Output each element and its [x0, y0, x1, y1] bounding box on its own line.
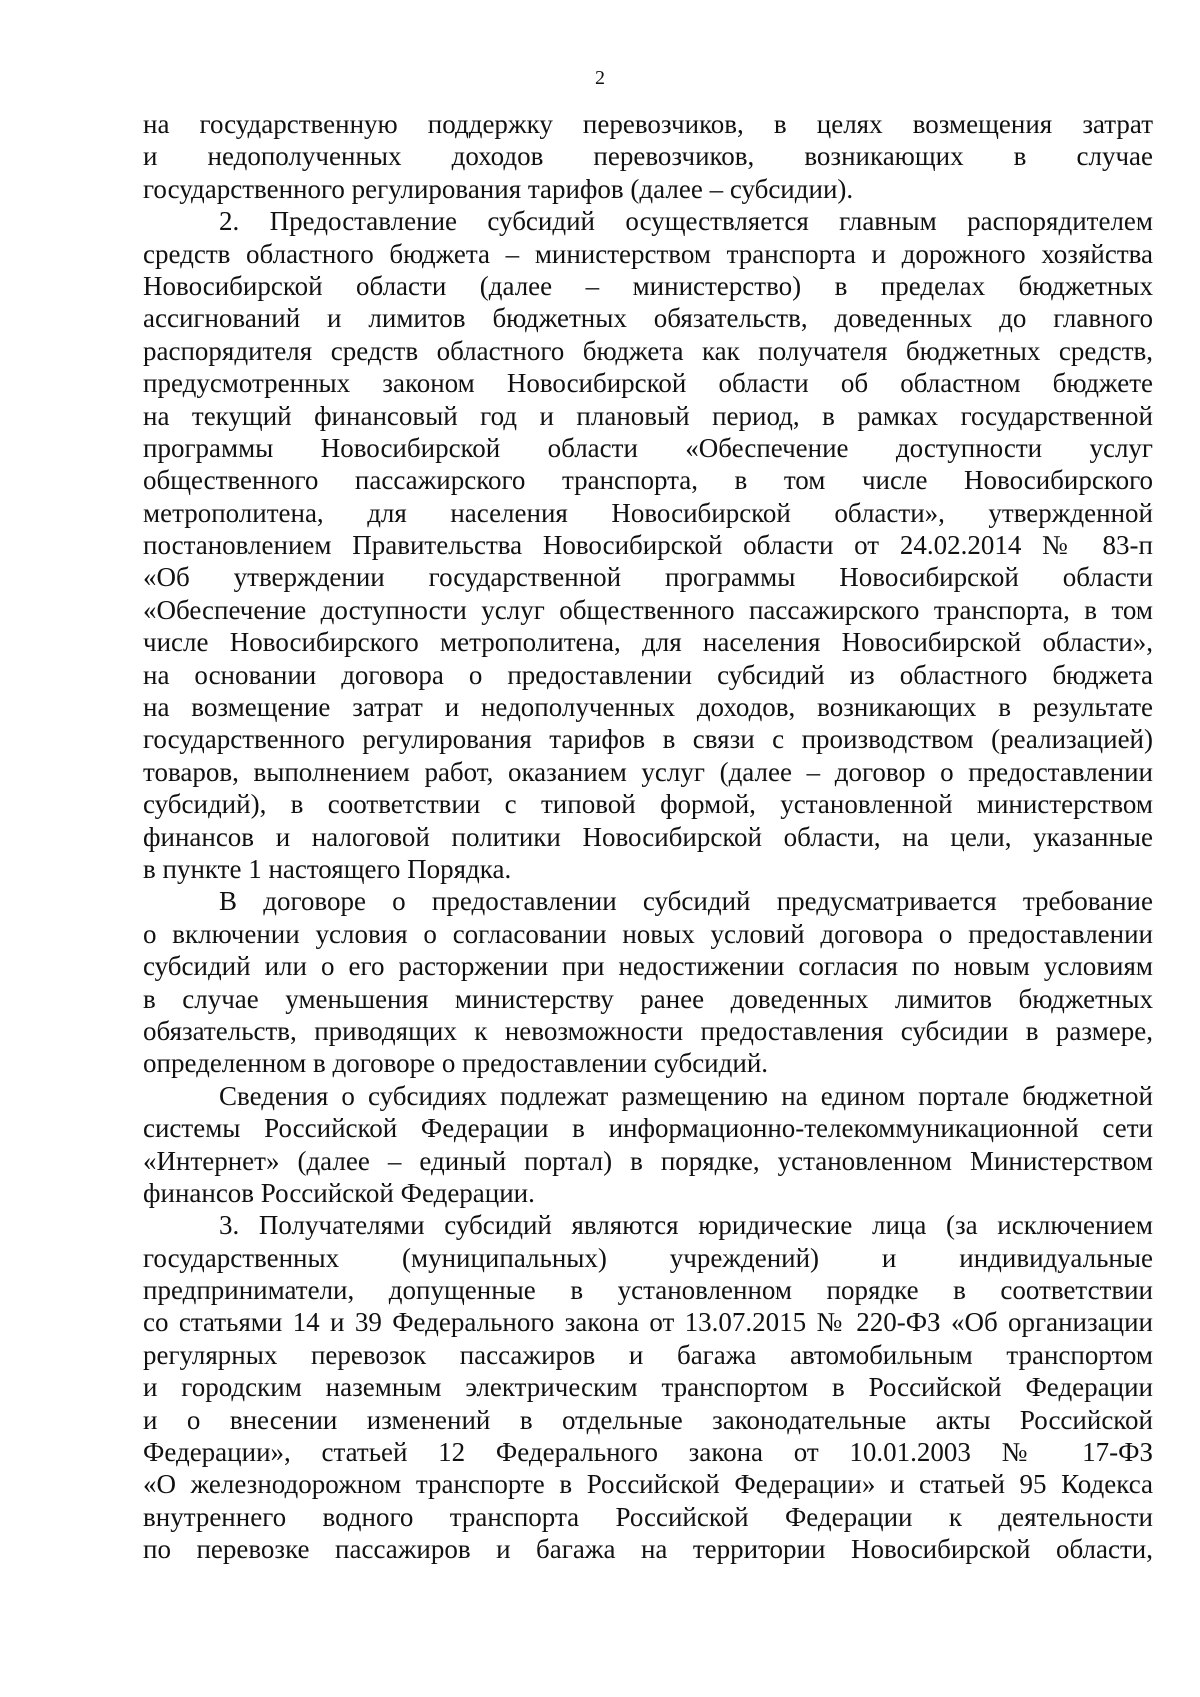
text-line: на государственную поддержку перевозчиков, в целях возмещения затрат: [143, 109, 1153, 139]
text-line: со статьями 14 и 39 Федерального закона от 13.07.2015 № 220-ФЗ «Об организации: [143, 1307, 1153, 1338]
text-line: финансов Российской Федерации.: [143, 1177, 535, 1208]
text-line: «Интернет» (далее – единый портал) в порядке, установленном Министерством: [143, 1145, 1153, 1176]
document-body: [143, 108, 1153, 1566]
text-line: о включении условия о согласовании новых условий договора о предоставлении: [143, 918, 1153, 949]
text-line: «О железнодорожном транспорте в Российской Федерации» и статьей 95 Кодекса: [143, 1469, 1153, 1500]
text-line: государственного регулирования тарифов в связи с производством (реализацией): [143, 724, 1153, 755]
text-line: Федерации», статьей 12 Федерального закона от 10.01.2003 № 17-ФЗ: [143, 1437, 1153, 1468]
text-line: в случае уменьшения министерству ранее доведенных лимитов бюджетных: [143, 983, 1153, 1014]
text-line: 2. Предоставление субсидий осуществляется главным распорядителем: [219, 206, 1153, 237]
text-line: товаров, выполнением работ, оказанием услуг (далее – договор о предоставлении: [143, 756, 1153, 787]
text-line: «Об утверждении государственной программы Новосибирской области: [143, 562, 1153, 593]
text-line: субсидий или о его расторжении при недостижении согласия по новым условиям: [143, 951, 1153, 982]
text-line: государственных (муниципальных) учреждений) и индивидуальные: [143, 1242, 1153, 1273]
text-line: метрополитена, для населения Новосибирской области», утвержденной: [143, 497, 1153, 528]
text-line: и о внесении изменений в отдельные законодательные акты Российской: [143, 1404, 1153, 1435]
text-line: 3. Получателями субсидий являются юридические лица (за исключением: [219, 1210, 1153, 1241]
text-line: и городским наземным электрическим транспортом в Российской Федерации: [143, 1372, 1153, 1403]
text-line: «Обеспечение доступности услуг общественного пассажирского транспорта, в том: [143, 594, 1153, 625]
text-line: определенном в договоре о предоставлении субсидий.: [143, 1048, 769, 1079]
text-line: В договоре о предоставлении субсидий предусматривается требование: [219, 886, 1153, 917]
text-line: в пункте 1 настоящего Порядка.: [143, 853, 512, 884]
text-line: числе Новосибирского метрополитена, для населения Новосибирской области»,: [143, 627, 1153, 658]
text-line: регулярных перевозок пассажиров и багажа автомобильным транспортом: [143, 1339, 1153, 1370]
text-line: общественного пассажирского транспорта, в том числе Новосибирского: [143, 465, 1153, 496]
text-line: предприниматели, допущенные в установленном порядке в соответствии: [143, 1275, 1153, 1306]
text-line: системы Российской Федерации в информационно-телекоммуникационной сети: [143, 1113, 1153, 1144]
text-line: на возмещение затрат и недополученных доходов, возникающих в результате: [143, 692, 1153, 723]
text-line: государственного регулирования тарифов (далее – субсидии).: [143, 173, 854, 204]
text-line: Сведения о субсидиях подлежат размещению на едином портале бюджетной: [219, 1080, 1153, 1111]
text-line: финансов и налоговой политики Новосибирской области, на цели, указанные: [143, 821, 1153, 852]
text-line: предусмотренных законом Новосибирской области об областном бюджете: [143, 368, 1153, 399]
text-line: и недополученных доходов перевозчиков, возникающих в случае: [143, 141, 1153, 172]
text-line: на текущий финансовый год и плановый период, в рамках государственной: [143, 400, 1153, 431]
text-line: средств областного бюджета – министерством транспорта и дорожного хозяйства: [143, 238, 1153, 269]
text-line: Новосибирской области (далее – министерство) в пределах бюджетных: [143, 270, 1153, 301]
text-line: по перевозке пассажиров и багажа на территории Новосибирской области,: [143, 1534, 1153, 1565]
text-line: внутреннего водного транспорта Российской Федерации к деятельности: [143, 1501, 1153, 1532]
text-line: обязательств, приводящих к невозможности предоставления субсидии в размере,: [143, 1015, 1153, 1046]
text-line: программы Новосибирской области «Обеспечение доступности услуг: [143, 432, 1153, 463]
text-line: распорядителя средств областного бюджета как получателя бюджетных средств,: [143, 335, 1153, 366]
page-number: 2: [595, 67, 605, 89]
text-line: ассигнований и лимитов бюджетных обязательств, доведенных до главного: [143, 303, 1153, 334]
text-line: на основании договора о предоставлении субсидий из областного бюджета: [143, 659, 1153, 690]
text-line: субсидий), в соответствии с типовой формой, установленной министерством: [143, 789, 1153, 820]
text-line: постановлением Правительства Новосибирской области от 24.02.2014 № 83-п: [143, 530, 1153, 561]
